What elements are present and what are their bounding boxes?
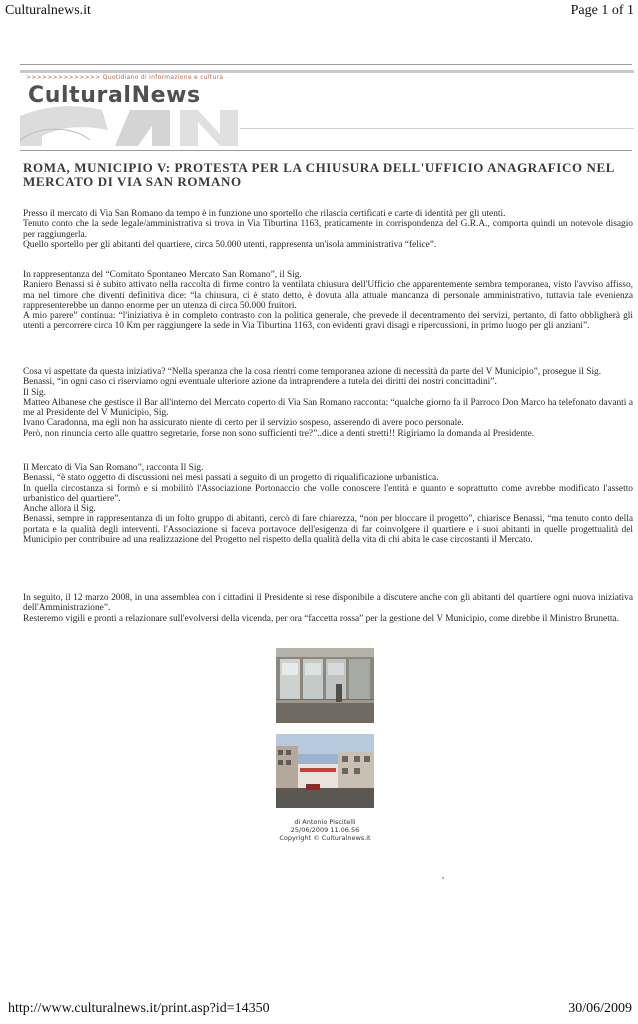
paragraph-text: In seguito, il 12 marzo 2008, in una assemblea con i cittadini il Presidente si rese disponibile a discutere anche con gli abitanti del quartiere ogni nuova iniziativa dell'Amministrazione”. Resteremo vigili e pronti a relazionare sull'evolversi della vicenda, per ora “faccetta rossa” per la gestione del V Municipio, come direbbe il Ministro Brunetta.	[23, 593, 633, 624]
market-interior-photo	[276, 648, 374, 723]
copyright-notice: Copyright © Culturalnews.it	[279, 834, 371, 842]
masthead-logo: CulturalNews	[28, 83, 201, 108]
paragraph-text: Cosa vi aspettate da questa iniziativa? “Nella speranza che la cosa rientri come temporanea azione di necessità da parte del V Municipio”, prosegue il Sig. Benassi, “in ogni caso ci riserviamo ogni eventuale ulteriore azione da intraprendere a tutela dei diritti dei nostri concittadini”. Il Sig. Matteo Albanese che gestisce il Bar all'interno del Mercato coperto di Via San Romano racconta: “qualche giorno fa il Parroco Don Marco ha telefonato davanti a me al Presidente del V Municipio, Sig. Ivano Caradonna, ma egli non ha assicurato niente di certo per il servizio sospeso, asserendo di avere poco personale. Però, non rinuncia certo alle quattro segretarie, forse non sono sufficienti tre?”..dice a denti stretti!! Rigiriamo la domanda al Presidente.	[23, 367, 633, 439]
article-paragraph	[23, 270, 633, 332]
article-title: ROMA, MUNICIPIO V: PROTESTA PER LA CHIUSURA DELL'UFFICIO ANAGRAFICO NEL MERCATO DI VIA SAN ROMANO	[23, 160, 615, 189]
print-footer-url: http://www.culturalnews.it/print.asp?id=14350	[8, 1001, 270, 1016]
article-paragraph	[23, 367, 633, 439]
publish-datetime: 25/06/2009 11.06.56	[290, 826, 360, 834]
print-footer-date: 30/06/2009	[568, 1001, 632, 1016]
article-paragraph	[23, 209, 633, 250]
masthead-graphic	[20, 70, 634, 146]
header-rule	[20, 64, 632, 65]
article-paragraph	[23, 593, 633, 624]
paragraph-text: Il Mercato di Via San Romano”, racconta Il Sig. Benassi, “è stato oggetto di discussioni nei mesi passati a seguito di un progetto di riqualificazione urbanistica. In quella circostanza si formò e si mobilitò l'Associazione Portonaccio che volle conoscere l'entità e quanto e soprattutto come avrebbe modificato l'assetto urbanistico del quartiere”. Anche allora il Sig. Benassi, sempre in rappresentanza di un folto gruppo di abitanti, cercò di fare chiarezza, “non per bloccare il progetto”, chiarisce Benassi, “ma tenuto conto della portata e la qualità degli interventi. l'Associazione si faceva portavoce dell'esigenza di far coinvolgere il quartiere e i suoi abitanti in quelle progettualità del Municipio per contribuire ad una realizzazione del Progetto nel rispetto della qualità della vita di chi abita le case circostanti il Mercato.	[23, 463, 633, 546]
masthead-tagline: >>>>>>>>>>>>>> Quotidiano di informazione e cultura	[26, 74, 224, 81]
paragraph-text: In rappresentanza del “Comitato Spontaneo Mercato San Romano”, il Sig. Raniero Benassi si è subito attivato nella raccolta di firme contro la ventilata chiusura dell'Ufficio che apparentemente sembra temporanea, visto l'avviso affisso, ma nel timore che diventi definitiva dice: “la chiusura, ci è stato detto, è dovuta alla attuale mancanza di personale amministrativo, tuttavia tale evenienza rappresenterebbe un danno enorme per un utenza di circa 50.000 fruitori. A mio parere” continua: “l'iniziativa è in completo contrasto con la politica generale, che prevede il decentramento dei servizi, pertanto, di fatto obbligherà gli utenti a percorrere circa 10 Km per raggiungere la sede in Via Tiburtina 1163, con evidenti gravi disagi e ripercussioni, in primo luogo per gli anziani”.	[23, 270, 633, 332]
print-header-page: Page 1 of 1	[570, 3, 634, 18]
author-credit: di Antonio Piscitelli	[294, 818, 356, 826]
scan-speck	[442, 877, 444, 879]
masthead	[20, 70, 634, 146]
print-header-site: Culturalnews.it	[5, 3, 91, 18]
masthead-rule	[20, 150, 632, 151]
article-paragraph	[23, 463, 633, 545]
paragraph-text: Presso il mercato di Via San Romano da tempo è in funzione uno sportello che rilascia certificati e carte di identità per gli utenti. Tenuto conto che la sede legale/amministrativa si trova in Via Tiburtina 1163, praticamente in corrispondenza del G.R.A., comporta quindi un notevole disagio per raggiungerla. Quello sportello per gli abitanti del quartiere, circa 50.000 utenti, rappresenta un'isola amministrativa “felice”.	[23, 209, 633, 250]
market-exterior-photo	[276, 734, 374, 808]
article-credits	[256, 818, 394, 842]
